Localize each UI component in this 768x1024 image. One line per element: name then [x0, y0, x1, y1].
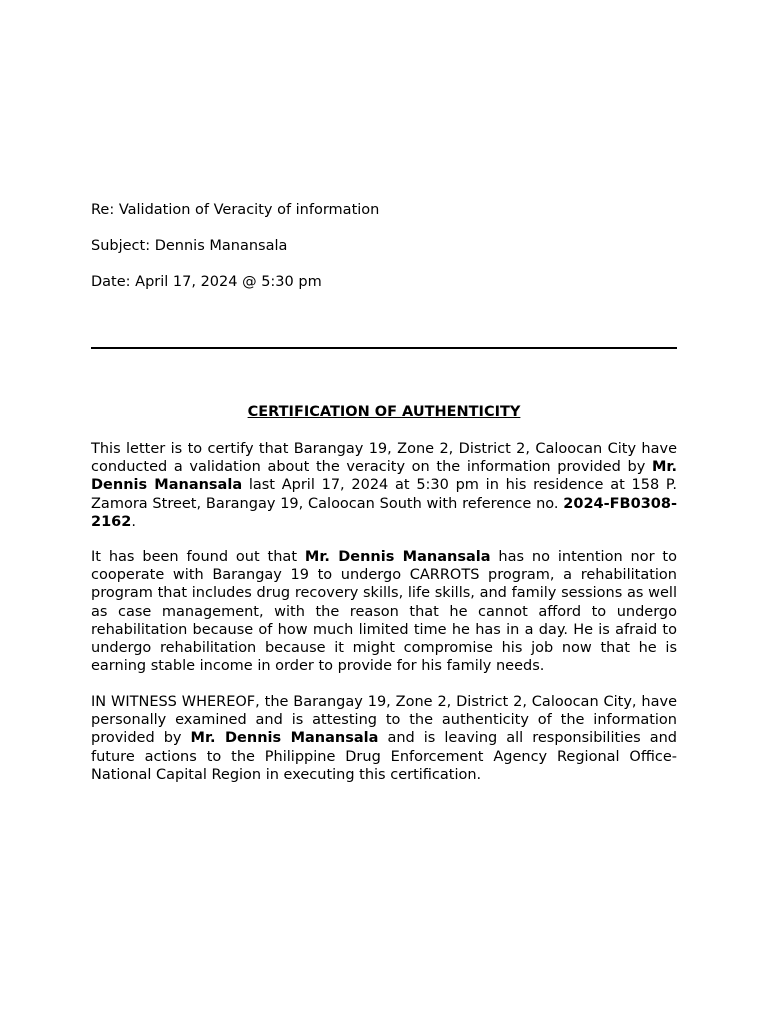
- subject-name: Mr. Dennis Manansala: [304, 549, 491, 565]
- subject-line: Subject: Dennis Manansala: [91, 238, 288, 254]
- paragraph-text: IN WITNESS WHEREOF, the Barangay 19, Zone 2, District 2, Caloocan City, have personally examined and is attesting to the authenticity of the information provided by: [91, 694, 677, 747]
- paragraph-witness: [91, 693, 677, 784]
- date-line: Date: April 17, 2024 @ 5:30 pm: [91, 274, 322, 290]
- paragraph-text: This letter is to certify that Barangay 19, Zone 2, District 2, Caloocan City have conducted a validation about the veracity on the information provided by: [91, 441, 677, 476]
- subject-name: Mr. Dennis Manansala: [190, 730, 379, 747]
- reference-number: 2024-FB0308-2162: [91, 495, 677, 530]
- paragraph-text: last April 17, 2024 at 5:30 pm in his residence at 158 P. Zamora Street, Barangay 19, Caloocan South with reference no.: [91, 477, 678, 512]
- paragraph-findings: [91, 548, 677, 675]
- re-line: Re: Validation of Veracity of information: [91, 202, 380, 218]
- subject-name: Mr. Dennis Manansala: [91, 459, 677, 494]
- paragraph-text: It has been found out that: [91, 549, 305, 565]
- paragraph-text: .: [131, 513, 136, 530]
- horizontal-divider: [91, 347, 677, 349]
- paragraph-text: has no intention nor to cooperate with Barangay 19 to undergo CARROTS program, a rehabilitation program that includes drug recovery skills, life skills, and family sessions as well as case management, with the reason that he cannot afford to undergo rehabilitation because of how much limited time he has in a day. He is afraid to undergo rehabilitation because it might compromise his job now that he is earning stable income in order to provide for his family needs.: [91, 549, 677, 675]
- paragraph-text: and is leaving all responsibilities and future actions to the Philippine Drug Enforcement Agency Regional Office-National Capital Region in executing this certification.: [91, 730, 677, 783]
- paragraph-certify: [91, 440, 677, 531]
- document-title: CERTIFICATION OF AUTHENTICITY: [247, 404, 521, 420]
